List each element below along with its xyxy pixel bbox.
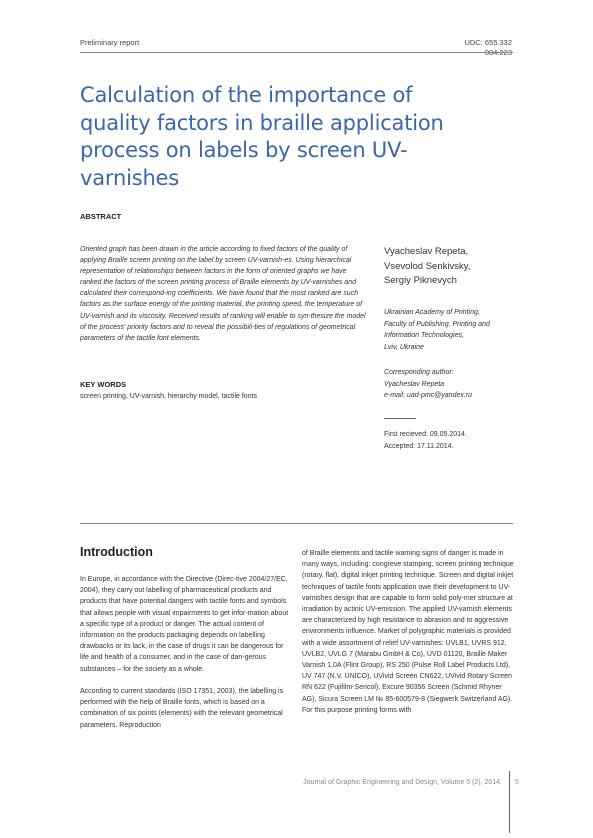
affiliation-line: Information Technologies, (384, 332, 464, 340)
affiliation-line: Lviv, Ukraine (384, 343, 424, 351)
section-divider (80, 523, 513, 524)
keywords-text: screen printing, UV-varnish, hierarchy model, tactile fonts (80, 393, 258, 400)
affiliation-line: Ukrainian Academy of Printing, (384, 309, 480, 316)
header-divider (80, 52, 513, 53)
keywords-heading: KEY WORDS (80, 380, 127, 389)
introduction-heading: Introduction (80, 545, 153, 559)
corresponding-email: e-mail: uad-pmc@yandex.ru (384, 392, 473, 400)
author-list (384, 245, 470, 289)
body-paragraph: of Braille elements and tactile warning signs of danger is made in many ways, including: congreve stamping, screen printing technique (rotary, flat), digital inkjet printing technique. Screen and digital inkjet techniques of tactile fonts application owe their development to UV-varnishes design that are capable to form solid poly-mer structure at irradiation by actinic UV-emission. The applied UV-varnish elements are characterized by high resistance to abrasion and to aggressive environments influence. Market of polygraphic materials is provided with a wide assortment of relief UV-varnishes: UVLB1, UVRS 912, UVLB2, UVLG 7 (Marabu GmbH & Co), UVD 01120, Braille Maker Varnish 1,0A (Flint Group), RS 250 (Pulse Roll Label Products Ltd), UV 747 (N.V. UNICO), UVivid Screen CN622, UVivid Rotary Screen RN 622 (Fujifilm-Sericol), Excure 90356 Screen (Schmid Rhyner AG), Sicura Screen LM № 85-600579-8 (Siegwerk Switzerland AG). For this purpose printing forms with (302, 550, 514, 714)
affiliation-line: Faculty of Publishing, Printing and (384, 320, 490, 328)
abstract-text: Oriented graph has been drawn in the article according to fixed factors of the quality of applying Braille screen printing on the label by screen UV-varnish-es. Using hierarchical representation of relationships between factors in the form of oriented graphs we have ranked the factors of the screen printing process of Braille elements by UV-varnishes and calculated their correspond-ing coefficients. We have found that the most ranked are such factors as the surface energy of the printing material, the printing speed, the temperature of UV-varnish and its viscosity. Received results of ranking will enable to syn-thesize the model of the process' priority factors and to reveal the possibili-ties of regulations of geometrical parameters of the tactile font elements. (80, 246, 366, 342)
udc-code (450, 38, 512, 58)
corresponding-author (384, 367, 472, 402)
corresponding-label: Corresponding author: (384, 369, 454, 376)
submission-dates (384, 429, 467, 452)
footer-divider (509, 771, 510, 833)
introduction-left-column (80, 574, 293, 742)
author-name: Vyacheslav Repeta, (384, 246, 469, 257)
report-type: Preliminary report (80, 38, 140, 47)
abstract-heading: ABSTRACT (80, 212, 122, 221)
udc-line-1: UDC: 655.332 (464, 38, 512, 47)
introduction-right-column (302, 548, 515, 716)
udc-line-2: 004.223 (484, 48, 512, 57)
journal-footer: Journal of Graphic Engineering and Design, Volume 5 (2), 2014. (303, 779, 502, 786)
received-date: First recieved: 09.05.2014. (384, 431, 467, 438)
author-name: Sergiy Piknevych (384, 275, 457, 286)
affiliation (384, 307, 514, 353)
body-paragraph: According to current standards (ISO 17351, 2003), the labelling is performed with the help of Braille fonts, which is based on a combination of six points (elements) with the relevant geometrical parameters. Reproduction (80, 688, 284, 729)
corresponding-name: Vyacheslav Repeta (384, 380, 445, 388)
accepted-date: Accepted: 17.11.2014. (384, 442, 454, 450)
body-paragraph: In Europe, in accordance with the Directive (Direc-tive 2004/27/EC, 2004), they carry out labelling of pharmaceutical products and products that have potential dangers with tactile fonts and symbols that allows people with visual impairments to get infor-mation about a specific type of a product or danger. The actual content of information on the products packaging depends on labelling drawbacks or its lack, in the case of drugs it can be dangerous for life and health of a consumer, and in the case of dan-gerous substances – for the society as a whole. (80, 576, 289, 673)
dates-divider (384, 418, 416, 419)
author-name: Vsevolod Senkivsky, (384, 260, 471, 272)
page-number: 5 (515, 779, 519, 786)
paper-title: Calculation of the importance of quality factors in braille application process on labels by screen UV-varnishes (80, 83, 444, 190)
